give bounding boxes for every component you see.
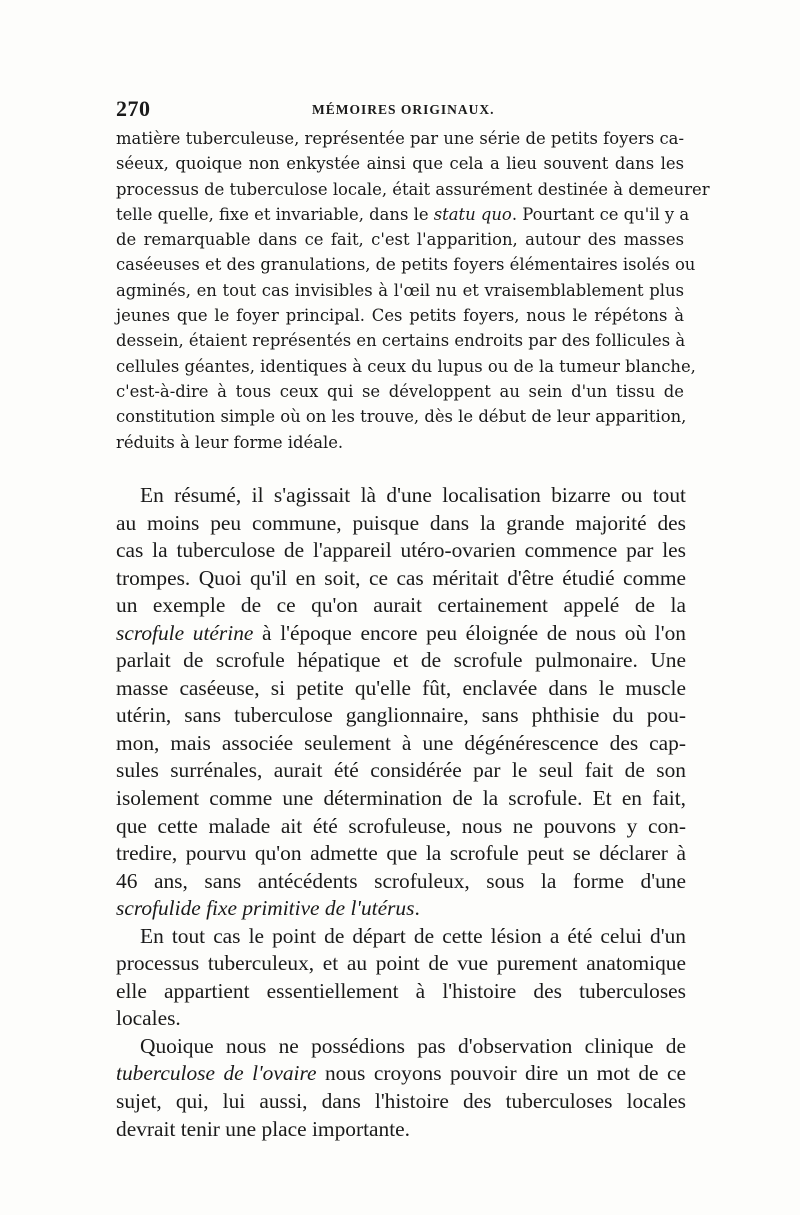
- text-line: c'est-à-dire à tous ceux qui se développent au sein d'un tissu de: [116, 381, 684, 401]
- paragraph-ovary: [116, 1033, 686, 1143]
- text-line: isolement comme une détermination de la scrofule. Et en fait,: [116, 786, 686, 811]
- text-line: constitution simple où on les trouve, dès le début de leur apparition,: [116, 407, 687, 427]
- text-line: matière tuberculeuse, représentée par une série de petits foyers ca-: [116, 129, 684, 148]
- text-line: réduits à leur forme idéale.: [116, 432, 344, 452]
- paragraph-resume: [116, 482, 686, 923]
- text-line: [116, 1060, 686, 1088]
- text-line: devrait tenir une place importante.: [116, 1116, 410, 1141]
- text-line: trompes. Quoi qu'il en soit, ce cas méritait d'être étudié comme: [116, 565, 686, 590]
- page-number: 270: [116, 96, 151, 121]
- text-line: cellules géantes, identiques à ceux du lupus ou de la tumeur blanche,: [116, 356, 696, 376]
- text-line: [116, 620, 686, 648]
- text-fragment: telle quelle, fixe et invariable, dans le: [116, 204, 429, 224]
- text-line: séeux, quoique non enkystée ainsi que cela a lieu souvent dans les: [116, 154, 684, 174]
- text-fragment: . Pourtant ce qu'il y a: [511, 204, 690, 224]
- italic-term: statu quo: [433, 204, 512, 224]
- text-line: En tout cas le point de départ de cette lésion a été celui d'un: [140, 923, 686, 948]
- italic-term: scrofulide fixe primitive de l'utérus: [116, 896, 415, 921]
- text-fragment: nous croyons pouvoir dire un mot de ce: [316, 1061, 686, 1086]
- text-line: [116, 895, 686, 923]
- main-text: [116, 482, 686, 1143]
- text-fragment: .: [414, 896, 420, 921]
- italic-term: tuberculose de l'ovaire: [116, 1061, 317, 1086]
- text-line: cas la tuberculose de l'appareil utéro-ovarien commence par les: [116, 538, 686, 563]
- paragraph-origin: [116, 923, 686, 1033]
- text-line: mon, mais associée seulement à une dégénérescence des cap-: [116, 730, 686, 755]
- text-line: [116, 202, 690, 227]
- page-header: [116, 96, 686, 122]
- text-line: masse caséeuse, si petite qu'elle fût, enclavée dans le muscle: [116, 675, 686, 700]
- text-line: parlait de scrofule hépatique et de scrofule pulmonaire. Une: [116, 648, 686, 673]
- text-fragment: à l'époque encore peu éloignée de nous où l'on: [253, 620, 686, 645]
- text-line: que cette malade ait été scrofuleuse, nous ne pouvons y con-: [116, 813, 686, 838]
- text-line: jeunes que le foyer principal. Ces petits foyers, nous le répétons à: [116, 306, 684, 326]
- text-line: elle appartient essentiellement à l'histoire des tuberculoses: [116, 978, 686, 1003]
- text-line: agminés, en tout cas invisibles à l'œil nu et vraisemblablement plus: [116, 280, 684, 300]
- text-line: 46 ans, sans antécédents scrofuleux, sous la forme d'une: [116, 868, 686, 893]
- text-line: Quoique nous ne possédions pas d'observation clinique de: [140, 1033, 686, 1058]
- italic-term: scrofule utérine: [116, 620, 254, 645]
- text-line: sujet, qui, lui aussi, dans l'histoire des tuberculoses locales: [116, 1089, 686, 1114]
- text-line: de remarquable dans ce fait, c'est l'apparition, autour des masses: [116, 230, 684, 250]
- text-line: tredire, pourvu qu'on admette que la scrofule peut se déclarer à: [116, 841, 686, 866]
- text-line: En résumé, il s'agissait là d'une localisation bizarre ou tout: [140, 483, 686, 507]
- text-line: processus tuberculeux, et au point de vue purement anatomique: [116, 951, 686, 976]
- text-line: caséeuses et des granulations, de petits foyers élémentaires isolés ou: [116, 255, 696, 275]
- text-line: dessein, étaient représentés en certains endroits par des follicules à: [116, 331, 686, 351]
- text-line: locales.: [116, 1006, 181, 1031]
- text-line: un exemple de ce qu'on aurait certainement appelé de la: [116, 593, 686, 618]
- text-line: sules surrénales, aurait été considérée par le seul fait de son: [116, 758, 686, 783]
- small-print-paragraph: [116, 126, 710, 455]
- text-line: au moins peu commune, puisque dans la grande majorité des: [116, 510, 686, 535]
- text-line: utérin, sans tuberculose ganglionnaire, sans phthisie du pou-: [116, 703, 686, 728]
- text-line: processus de tuberculose locale, était assurément destinée à demeurer: [116, 179, 710, 199]
- running-title: MÉMOIRES ORIGINAUX.: [312, 102, 495, 117]
